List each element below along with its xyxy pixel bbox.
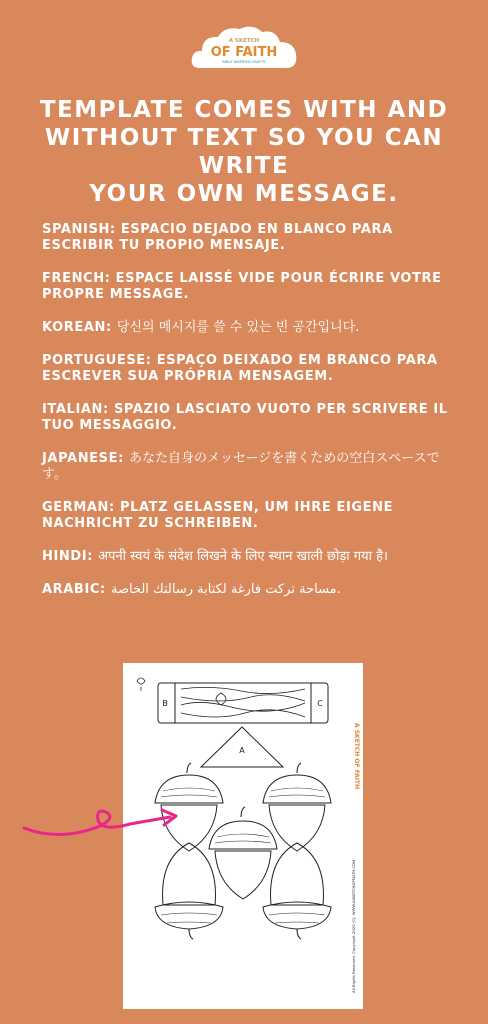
language-text: PLATZ GELASSEN, UM IHRE EIGENE NACHRICHT ZU SCHREIBEN. xyxy=(42,500,394,531)
site-logo xyxy=(190,24,298,74)
language-item-portuguese xyxy=(42,353,452,385)
language-text: مساحة تركت فارغة لكتابة رسالتك الخاصة. xyxy=(110,582,341,597)
sheet-logo: A SKETCH OF FAITH xyxy=(353,723,360,790)
language-name: SPANISH: xyxy=(42,222,116,237)
logo-main-text: OF FAITH xyxy=(210,45,278,60)
headline-line-1: TEMPLATE COMES WITH AND xyxy=(39,97,449,123)
language-text: ESPAÇO DEIXADO EM BRANCO PARA ESCREVER SUA PRÓPRIA MENSAGEM. xyxy=(42,353,438,384)
language-name: FRENCH: xyxy=(42,271,111,286)
logo-tagline: BIBLE INSPIRED CRAFTS xyxy=(222,60,266,64)
language-item-spanish xyxy=(42,222,452,254)
language-name: KOREAN: xyxy=(42,320,112,335)
logo-top-text: A SKETCH xyxy=(228,38,260,44)
language-item-arabic xyxy=(42,582,452,598)
language-item-french xyxy=(42,271,452,303)
language-item-japanese xyxy=(42,451,452,483)
label-a: A xyxy=(239,746,245,755)
language-item-hindi xyxy=(42,549,452,565)
language-name: ITALIAN: xyxy=(42,402,109,417)
language-text: अपनी स्वयं के संदेश लिखने के लिए स्थान खाली छोड़ा गया है। xyxy=(98,549,388,564)
language-text: ESPACE LAISSÉ VIDE POUR ÉCRIRE VOTRE PROPRE MESSAGE. xyxy=(42,271,442,302)
headline-line-3: YOUR OWN MESSAGE. xyxy=(89,181,399,207)
headline xyxy=(20,96,468,208)
language-name: HINDI: xyxy=(42,549,94,564)
language-text: 당신의 메시지를 쓸 수 있는 빈 공간입니다. xyxy=(116,320,360,335)
language-item-german xyxy=(42,500,452,532)
pink-arrow-icon xyxy=(20,800,190,850)
language-text: SPAZIO LASCIATO VUOTO PER SCRIVERE IL TUO MESSAGGIO. xyxy=(42,402,448,433)
language-name: GERMAN: xyxy=(42,500,115,515)
label-b: B xyxy=(162,699,168,708)
language-list xyxy=(42,222,452,615)
sheet-copyright: All Rights Reserved. Copyright 2020 (C). WWW.ASKETCHOFFAITH.COM xyxy=(351,859,356,993)
language-name: ARABIC: xyxy=(42,582,106,597)
language-text: あなた自身のメッセージを書くための空白スペースです。 xyxy=(42,451,440,482)
label-c: C xyxy=(317,699,323,708)
language-item-italian xyxy=(42,402,452,434)
language-item-korean xyxy=(42,320,452,336)
language-name: JAPANESE: xyxy=(42,451,124,466)
language-name: PORTUGUESE: xyxy=(42,353,152,368)
headline-line-2: WITHOUT TEXT SO YOU CAN WRITE xyxy=(44,125,444,179)
language-text: ESPACIO DEJADO EN BLANCO PARA ESCRIBIR TU PROPIO MENSAJE. xyxy=(42,222,393,253)
